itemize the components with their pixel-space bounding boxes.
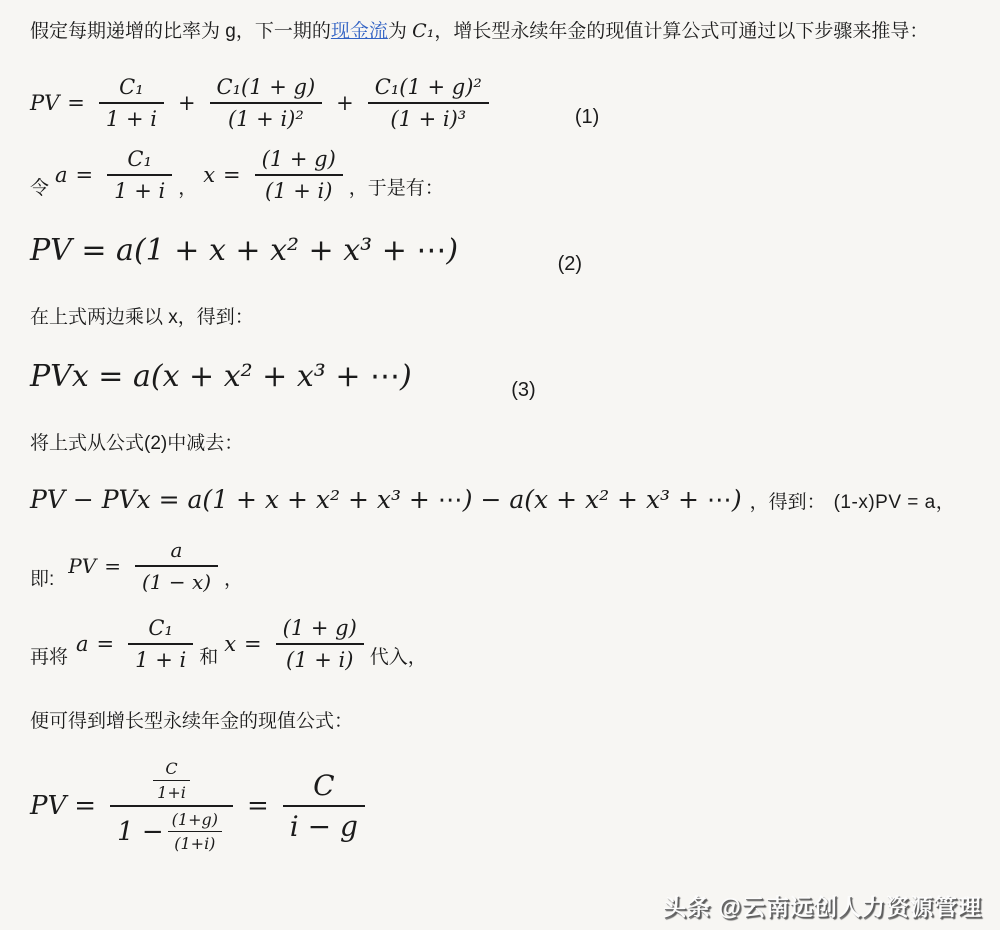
var-a: a — [55, 163, 68, 187]
equals-sign: = — [74, 791, 97, 821]
eq6-prefix: 再将 — [30, 647, 69, 668]
denominator: (1 + i)² — [210, 102, 323, 131]
numerator: (1 + g) — [282, 616, 357, 640]
eq1-lhs: PV — [30, 91, 60, 115]
plus-sign: + — [177, 91, 196, 115]
denominator: 1+i — [153, 780, 190, 802]
equals-sign: = — [96, 632, 115, 656]
eq4-suffix-text: ，得到： — [749, 492, 826, 513]
denominator: (1+i) — [168, 831, 222, 853]
formula-subtraction — [30, 485, 982, 514]
var-a: a — [76, 632, 89, 656]
comma: ， — [178, 178, 198, 199]
equation-label-3: (3) — [511, 379, 536, 401]
fraction-a-over-1mx — [135, 538, 218, 594]
fraction-a — [107, 147, 172, 203]
eq4-body: PV − PVx = a(1 + x + x² + x³ + ⋯) − a(x + x² + x³ + ⋯) — [30, 485, 742, 514]
denominator: (1 + i) — [255, 174, 343, 203]
formula-pv-solved — [30, 538, 982, 594]
equals-sign: = — [246, 791, 269, 821]
eq5-suffix: ， — [224, 569, 244, 590]
denominator: (1 + i)³ — [368, 102, 489, 131]
formula-pv-expansion — [30, 75, 982, 131]
equation-label-2: (2) — [557, 253, 583, 275]
denominator: 1 + i — [128, 643, 193, 672]
fraction-a — [128, 616, 193, 672]
plus-sign: + — [336, 91, 354, 115]
fraction-x — [276, 616, 364, 672]
numerator: C₁(1 + g)² — [374, 75, 482, 99]
numerator: C₁ — [148, 616, 173, 640]
fraction-x — [255, 147, 343, 203]
outer-numerator — [110, 759, 233, 805]
conclusion-text: 便可得到增长型永续年金的现值公式： — [30, 711, 354, 732]
eq6-and: 和 — [199, 647, 219, 668]
fraction-term-1 — [99, 75, 164, 131]
eq7-lhs: PV — [30, 791, 67, 821]
numerator: a — [170, 538, 183, 562]
outer-denominator — [110, 805, 233, 853]
equals-sign: = — [223, 163, 241, 187]
numerator: C — [313, 769, 335, 802]
denominator: (1 + i) — [276, 643, 364, 672]
numerator: (1+g) — [171, 810, 218, 829]
den-prefix: 1 − — [117, 816, 164, 847]
watermark-credit: 头条 @云南远创人力资源管理 — [663, 894, 982, 920]
denominator: 1 + i — [107, 174, 172, 203]
equals-sign: = — [67, 91, 85, 115]
fraction-term-3 — [368, 75, 489, 131]
multiply-instruction: 在上式两边乘以 x，得到： — [30, 307, 254, 328]
cashflow-link[interactable]: 现金流 — [330, 21, 388, 42]
fraction-term-2 — [210, 75, 323, 131]
eq5-lhs: PV — [68, 554, 97, 578]
formula-geometric-series — [30, 233, 982, 275]
eq6-suffix: 代入， — [369, 647, 427, 668]
fraction-c-over-img — [283, 769, 365, 843]
var-x: x — [224, 632, 237, 656]
numerator: C — [165, 759, 178, 778]
let-prefix: 令 — [30, 178, 50, 199]
eq4-result: (1-x)PV = a， — [833, 492, 956, 513]
formula-growing-perpetuity — [30, 759, 982, 853]
denominator: i − g — [283, 805, 365, 843]
numerator: (1 + g) — [261, 147, 336, 171]
eq5-prefix: 即: — [30, 569, 55, 590]
fraction-c-over-1pi — [153, 759, 190, 802]
subtract-instruction: 将上式从公式(2)中减去： — [30, 433, 244, 454]
denominator: (1 − x) — [135, 565, 218, 594]
numerator: C₁(1 + g) — [216, 75, 316, 99]
let-definitions — [30, 147, 982, 203]
numerator: C₁ — [119, 75, 144, 99]
intro-paragraph — [30, 6, 982, 57]
equals-sign: = — [104, 554, 121, 578]
substitution-step — [30, 616, 982, 672]
eq2-body: PV = a(1 + x + x² + x³ + ⋯) — [30, 233, 459, 268]
formula-pvx — [30, 359, 982, 401]
intro-text-1: 假定每期递增的比率为 g，下一期的 — [30, 21, 331, 42]
numerator: C₁ — [127, 147, 152, 171]
equation-label-1: (1) — [574, 106, 600, 128]
var-x: x — [203, 163, 216, 187]
equals-sign: = — [75, 163, 94, 187]
fraction-1pg-over-1pi — [168, 810, 222, 853]
denominator: 1 + i — [99, 102, 164, 131]
outer-fraction — [110, 759, 233, 853]
intro-text-3: ，增长型永续年金的现值计算公式可通过以下步骤来推导： — [434, 21, 929, 42]
let-suffix: ，于是有： — [348, 178, 444, 199]
eq3-body: PVx = a(x + x² + x³ + ⋯) — [30, 359, 412, 394]
intro-text-2: 为 — [387, 21, 413, 42]
equals-sign: = — [244, 632, 262, 656]
intro-var-c1: C₁ — [412, 20, 435, 42]
